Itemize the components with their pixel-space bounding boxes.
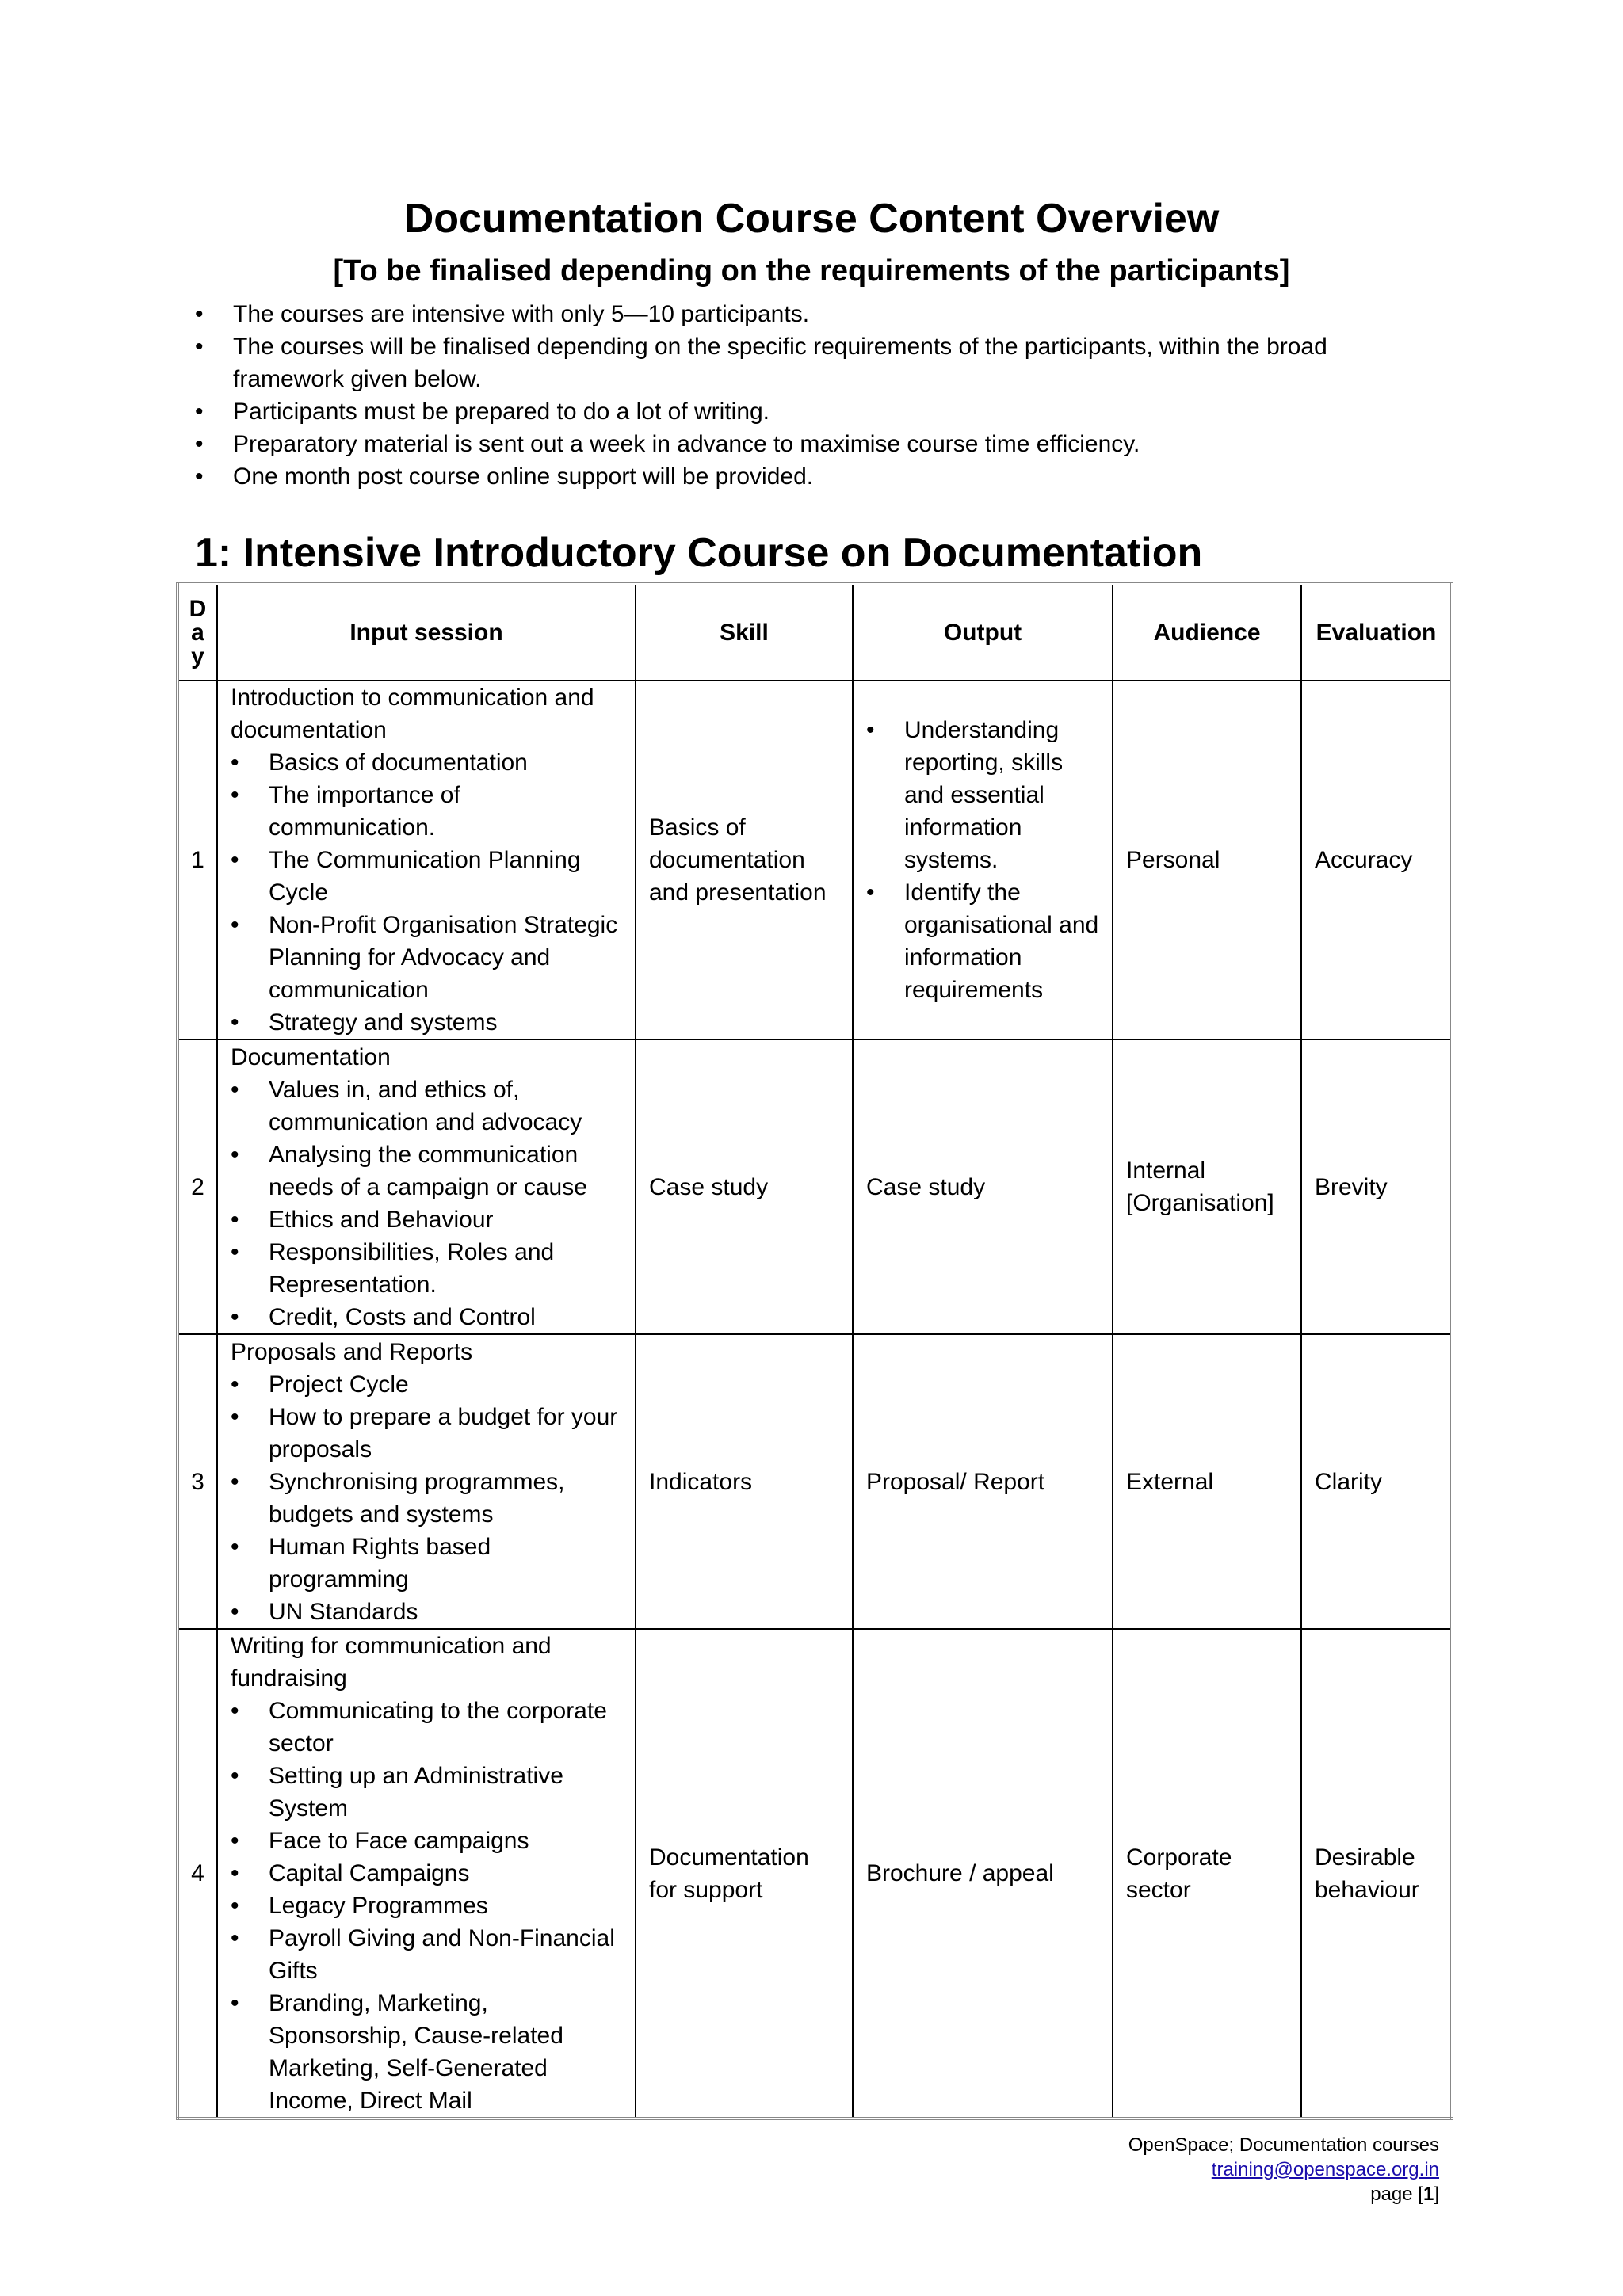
- list-item: • Setting up an Administrative System: [231, 1760, 622, 1825]
- intro-item: • One month post course online support will be provided.: [195, 460, 1415, 493]
- list-item: • Payroll Giving and Non-Financial Gifts: [231, 1922, 622, 1987]
- day-cell: 1: [178, 681, 217, 1039]
- bullet-icon: •: [231, 749, 239, 776]
- evaluation-cell: Desirable behaviour: [1301, 1629, 1452, 2119]
- list-item: • Strategy and systems: [231, 1006, 622, 1039]
- input-session-list: [231, 1074, 622, 1333]
- table-header-row: [178, 584, 1452, 681]
- header-skill: Skill: [636, 584, 853, 681]
- bullet-icon: •: [231, 1828, 239, 1854]
- table-row: [178, 681, 1452, 1039]
- bullet-icon: •: [231, 1403, 239, 1430]
- list-item: • Responsibilities, Roles and Representation.: [231, 1236, 622, 1301]
- audience-cell: Corporate sector: [1113, 1629, 1301, 2119]
- intro-item: • Participants must be prepared to do a lot of writing.: [195, 395, 1415, 428]
- bullet-icon: •: [231, 847, 239, 873]
- bullet-icon: •: [866, 879, 875, 906]
- list-item: • Ethics and Behaviour: [231, 1203, 622, 1236]
- list-item: • Values in, and ethics of, communication and advocacy: [231, 1074, 622, 1138]
- course-table: [176, 582, 1453, 2120]
- list-item: • Capital Campaigns: [231, 1857, 622, 1890]
- list-item: • Credit, Costs and Control: [231, 1301, 622, 1333]
- list-item: • Legacy Programmes: [231, 1890, 622, 1922]
- input-session-cell: [217, 1039, 636, 1334]
- list-item: • Non-Profit Organisation Strategic Planning for Advocacy and communication: [231, 909, 622, 1006]
- list-item: • Synchronising programmes, budgets and systems: [231, 1466, 622, 1531]
- audience-cell: Internal [Organisation]: [1113, 1039, 1301, 1334]
- footer-course-line: OpenSpace; Documentation courses: [1128, 2134, 1439, 2156]
- skill-cell: Case study: [636, 1039, 853, 1334]
- list-item: • Understanding reporting, skills and essential information systems.: [866, 714, 1099, 876]
- footer-email-link[interactable]: training@openspace.org.in: [1211, 2159, 1439, 2180]
- input-session-title: Introduction to communication and documentation: [231, 685, 594, 743]
- input-session-cell: [217, 1629, 636, 2119]
- list-item: • How to prepare a budget for your proposals: [231, 1401, 622, 1466]
- list-item: • Identify the organisational and information requirements: [866, 876, 1099, 1006]
- skill-cell: Basics of documentation and presentation: [636, 681, 853, 1039]
- input-session-title: Writing for communication and fundraising: [231, 1633, 552, 1691]
- input-session-list: [231, 746, 622, 1039]
- bullet-icon: •: [231, 1925, 239, 1951]
- bullet-icon: •: [231, 1141, 239, 1168]
- table-row: [178, 1629, 1452, 2119]
- audience-cell: Personal: [1113, 681, 1301, 1039]
- bullet-icon: •: [231, 1076, 239, 1103]
- intro-item: • The courses will be finalised depending on the specific requirements of the participants, within the broad framework given below.: [195, 330, 1415, 395]
- list-item: • Face to Face campaigns: [231, 1825, 622, 1857]
- bullet-icon: •: [231, 1238, 239, 1265]
- table-row: [178, 1334, 1452, 1629]
- bullet-icon: •: [231, 1206, 239, 1233]
- bullet-icon: •: [231, 1860, 239, 1886]
- header-day: D a y: [178, 584, 217, 681]
- input-session-cell: [217, 681, 636, 1039]
- input-session-list: [231, 1368, 622, 1628]
- day-cell: 3: [178, 1334, 217, 1629]
- bullet-icon: •: [231, 1893, 239, 1919]
- output-cell: [853, 681, 1113, 1039]
- output-list: [866, 714, 1099, 1006]
- bullet-icon: •: [231, 1990, 239, 2016]
- intro-item: • Preparatory material is sent out a week in advance to maximise course time efficiency.: [195, 428, 1415, 460]
- day-cell: 2: [178, 1039, 217, 1334]
- section-heading: 1: Intensive Introductory Course on Documentation: [195, 530, 1203, 576]
- page-footer: [1128, 2133, 1439, 2206]
- bullet-icon: •: [195, 463, 204, 490]
- list-item: • Basics of documentation: [231, 746, 622, 779]
- header-input-session: Input session: [217, 584, 636, 681]
- bullet-icon: •: [231, 1533, 239, 1560]
- output-cell: Brochure / appeal: [853, 1629, 1113, 2119]
- page-subtitle: [To be finalised depending on the requirements of the participants]: [333, 254, 1290, 288]
- bullet-icon: •: [231, 1698, 239, 1724]
- bullet-icon: •: [195, 301, 204, 327]
- bullet-icon: •: [231, 1468, 239, 1495]
- audience-cell: External: [1113, 1334, 1301, 1629]
- list-item: • UN Standards: [231, 1596, 622, 1628]
- bullet-icon: •: [866, 717, 875, 743]
- header-audience: Audience: [1113, 584, 1301, 681]
- output-cell: Case study: [853, 1039, 1113, 1334]
- day-cell: 4: [178, 1629, 217, 2119]
- header-evaluation: Evaluation: [1301, 584, 1452, 681]
- input-session-cell: [217, 1334, 636, 1629]
- skill-cell: Indicators: [636, 1334, 853, 1629]
- bullet-icon: •: [231, 1598, 239, 1625]
- list-item: • The Communication Planning Cycle: [231, 844, 622, 909]
- evaluation-cell: Clarity: [1301, 1334, 1452, 1629]
- list-item: • The importance of communication.: [231, 779, 622, 844]
- list-item: • Analysing the communication needs of a campaign or cause: [231, 1138, 622, 1203]
- intro-bullet-list: [195, 298, 1415, 493]
- bullet-icon: •: [195, 399, 204, 425]
- bullet-icon: •: [231, 1371, 239, 1398]
- evaluation-cell: Accuracy: [1301, 681, 1452, 1039]
- header-output: Output: [853, 584, 1113, 681]
- intro-item: • The courses are intensive with only 5—10 participants.: [195, 298, 1415, 330]
- evaluation-cell: Brevity: [1301, 1039, 1452, 1334]
- bullet-icon: •: [231, 1763, 239, 1789]
- output-cell: Proposal/ Report: [853, 1334, 1113, 1629]
- input-session-title: Documentation: [231, 1043, 391, 1070]
- bullet-icon: •: [231, 1009, 239, 1035]
- list-item: • Project Cycle: [231, 1368, 622, 1401]
- list-item: • Human Rights based programming: [231, 1531, 622, 1596]
- input-session-list: [231, 1695, 622, 2117]
- bullet-icon: •: [195, 431, 204, 457]
- skill-cell: Documentation for support: [636, 1629, 853, 2119]
- page-title: Documentation Course Content Overview: [403, 196, 1220, 242]
- table-row: [178, 1039, 1452, 1334]
- footer-page-number: page [1]: [1370, 2183, 1439, 2205]
- list-item: • Communicating to the corporate sector: [231, 1695, 622, 1760]
- list-item: • Branding, Marketing, Sponsorship, Cause-related Marketing, Self-Generated Income, Direct Mail: [231, 1987, 622, 2117]
- bullet-icon: •: [231, 1303, 239, 1330]
- bullet-icon: •: [195, 334, 204, 360]
- bullet-icon: •: [231, 912, 239, 938]
- input-session-title: Proposals and Reports: [231, 1338, 473, 1365]
- bullet-icon: •: [231, 782, 239, 808]
